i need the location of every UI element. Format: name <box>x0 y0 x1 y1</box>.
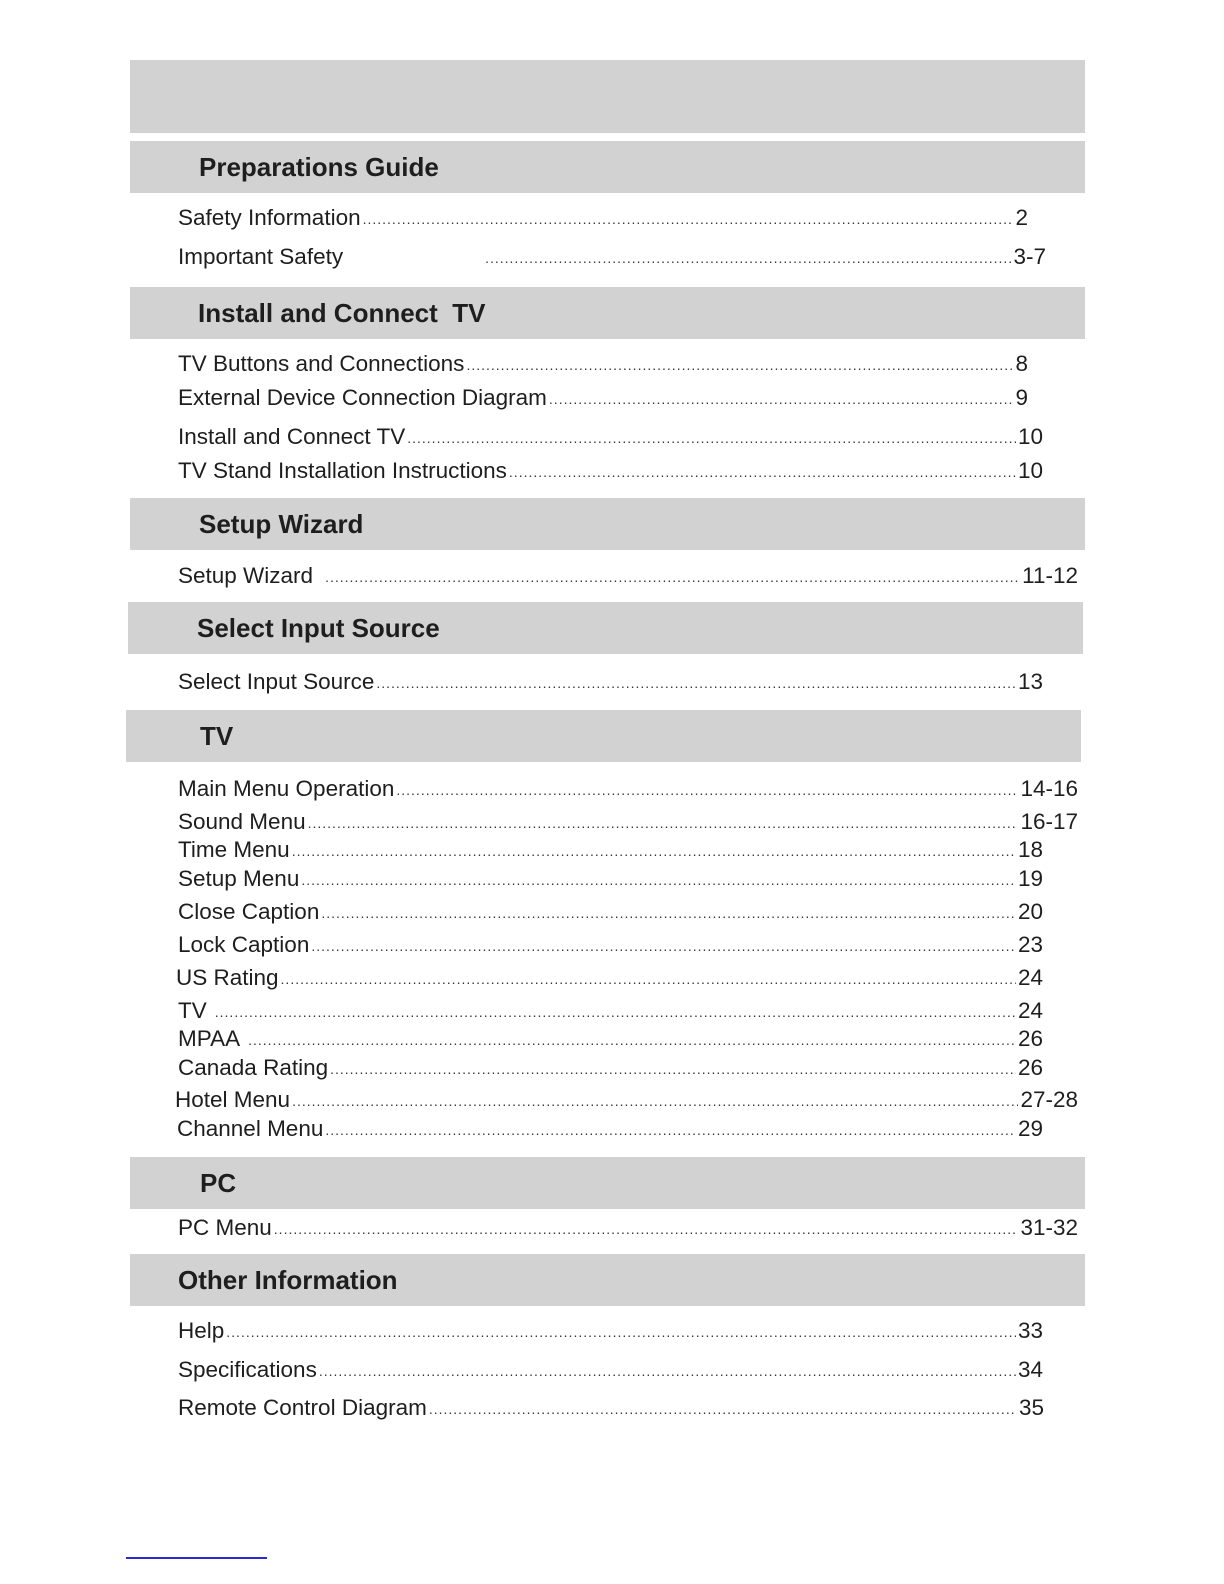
toc-entry-page: 10 <box>1017 458 1043 483</box>
toc-entry-external-device-connection-diagram[interactable] <box>178 384 1028 412</box>
dot-leader <box>226 1318 1016 1346</box>
toc-entry-important-safety[interactable] <box>178 243 1046 271</box>
toc-entry-page: 13 <box>1017 669 1043 694</box>
dot-leader <box>376 669 1016 697</box>
toc-entry-setup-menu[interactable] <box>178 865 1043 893</box>
toc-entry-page: 27-28 <box>1020 1087 1078 1112</box>
section-header-setup-wizard <box>130 498 1085 550</box>
toc-entry-sound-menu[interactable] <box>178 808 1078 836</box>
toc-entry-page: 3-7 <box>1013 244 1046 269</box>
toc-entry-specifications[interactable] <box>178 1356 1043 1384</box>
toc-entry-page: 11-12 <box>1022 563 1078 588</box>
toc-entry-help[interactable] <box>178 1317 1043 1345</box>
toc-entry-label: Remote Control Diagram <box>178 1395 427 1420</box>
section-header-other-information <box>130 1254 1085 1306</box>
dot-leader <box>301 866 1016 894</box>
dot-leader <box>429 1395 1017 1423</box>
toc-entry-label: Help <box>178 1318 225 1343</box>
section-title: Install and Connect TV <box>198 297 486 328</box>
header-band <box>130 60 1085 133</box>
dot-leader <box>321 899 1016 927</box>
toc-entry-page: 2 <box>1015 205 1028 230</box>
section-title: Preparations Guide <box>199 151 439 182</box>
toc-entry-tv[interactable] <box>178 997 1043 1025</box>
toc-entry-page: 29 <box>1017 1116 1043 1141</box>
toc-entry-page: 10 <box>1017 424 1043 449</box>
toc-entry-page: 9 <box>1015 385 1028 410</box>
toc-entry-select-input-source[interactable] <box>178 668 1043 696</box>
toc-entry-label: Safety Information <box>178 205 361 230</box>
dot-leader <box>325 563 1020 591</box>
toc-entry-label: Time Menu <box>178 837 290 862</box>
section-title: TV <box>200 720 234 751</box>
toc-entry-mpaa[interactable] <box>178 1025 1043 1053</box>
toc-entry-page: 26 <box>1017 1055 1043 1080</box>
toc-entry-us-rating[interactable] <box>176 964 1043 992</box>
dot-leader <box>549 385 1014 413</box>
toc-entry-page: 18 <box>1017 837 1043 862</box>
toc-entry-page: 26 <box>1017 1026 1043 1051</box>
toc-entry-hotel-menu[interactable] <box>175 1086 1078 1114</box>
dot-leader <box>325 1116 1016 1144</box>
section-header-install-and-connect-tv <box>130 287 1085 339</box>
toc-entry-label: MPAA <box>178 1026 241 1051</box>
toc-entry-label: Important Safety <box>178 244 344 269</box>
section-header-tv <box>126 710 1081 762</box>
toc-entry-label: TV Buttons and Connections <box>178 351 465 376</box>
toc-entry-page: 20 <box>1017 899 1043 924</box>
dot-leader <box>292 837 1016 865</box>
toc-entry-tv-buttons-and-connections[interactable] <box>178 350 1028 378</box>
toc-entry-label: Setup Wizard <box>178 563 314 588</box>
section-title: Setup Wizard <box>199 508 364 539</box>
toc-entry-page: 31-32 <box>1020 1215 1078 1240</box>
toc-entry-label: PC Menu <box>178 1215 272 1240</box>
toc-entry-page: 19 <box>1017 866 1043 891</box>
toc-entry-label: Channel Menu <box>177 1116 324 1141</box>
dot-leader <box>509 458 1016 486</box>
toc-entry-label: Select Input Source <box>178 669 375 694</box>
toc-entry-page: 35 <box>1018 1395 1044 1420</box>
dot-leader <box>319 1357 1016 1385</box>
toc-entry-main-menu-operation[interactable] <box>178 775 1078 803</box>
toc-entry-canada-rating[interactable] <box>178 1054 1043 1082</box>
toc-entry-page: 23 <box>1017 932 1043 957</box>
dot-leader <box>396 776 1018 804</box>
dot-leader <box>292 1087 1018 1115</box>
section-header-pc <box>130 1157 1085 1209</box>
toc-entry-page: 24 <box>1017 965 1043 990</box>
dot-leader <box>274 1215 1019 1243</box>
toc-entry-page: 14-16 <box>1020 776 1078 801</box>
section-title: PC <box>200 1167 237 1198</box>
section-header-select-input-source <box>128 602 1083 654</box>
dot-leader <box>485 244 1011 272</box>
toc-entry-label: Setup Menu <box>178 866 300 891</box>
toc-entry-install-and-connect-tv[interactable] <box>178 423 1043 451</box>
dot-leader <box>281 965 1016 993</box>
section-header-preparations-guide <box>130 141 1085 193</box>
toc-entry-label: Install and Connect TV <box>178 424 406 449</box>
dot-leader <box>248 1026 1016 1054</box>
toc-entry-label: US Rating <box>176 965 279 990</box>
toc-entry-safety-information[interactable] <box>178 204 1028 232</box>
toc-entry-label: Specifications <box>178 1357 317 1382</box>
toc-entry-label: Lock Caption <box>178 932 310 957</box>
dot-leader <box>363 205 1014 233</box>
toc-entry-label: External Device Connection Diagram <box>178 385 547 410</box>
toc-entry-label: Sound Menu <box>178 809 306 834</box>
toc-entry-page: 24 <box>1017 998 1043 1023</box>
toc-entry-page: 8 <box>1015 351 1028 376</box>
toc-entry-tv-stand-installation-instructions[interactable] <box>178 457 1043 485</box>
toc-entry-page: 16-17 <box>1020 809 1078 834</box>
toc-entry-channel-menu[interactable] <box>177 1115 1043 1143</box>
toc-entry-lock-caption[interactable] <box>178 931 1043 959</box>
toc-entry-label: TV Stand Installation Instructions <box>178 458 507 483</box>
toc-entry-label: Main Menu Operation <box>178 776 395 801</box>
toc-entry-setup-wizard[interactable] <box>178 562 1078 590</box>
dot-leader <box>330 1055 1016 1083</box>
toc-entry-label: Canada Rating <box>178 1055 329 1080</box>
toc-entry-remote-control-diagram[interactable] <box>178 1394 1044 1422</box>
dot-leader <box>308 809 1019 837</box>
footer-rule <box>126 1557 267 1559</box>
toc-entry-label: Hotel Menu <box>175 1087 291 1112</box>
dot-leader <box>466 351 1013 379</box>
section-title: Select Input Source <box>197 612 440 643</box>
dot-leader <box>215 998 1016 1026</box>
toc-entry-close-caption[interactable] <box>178 898 1043 926</box>
toc-entry-page: 34 <box>1017 1357 1043 1382</box>
section-title: Other Information <box>178 1264 398 1295</box>
dot-leader <box>407 424 1016 452</box>
toc-entry-pc-menu[interactable] <box>178 1214 1078 1242</box>
toc-entry-label: TV <box>178 998 207 1023</box>
dot-leader <box>311 932 1016 960</box>
toc-entry-time-menu[interactable] <box>178 836 1043 864</box>
toc-entry-page: 33 <box>1017 1318 1043 1343</box>
toc-entry-label: Close Caption <box>178 899 320 924</box>
